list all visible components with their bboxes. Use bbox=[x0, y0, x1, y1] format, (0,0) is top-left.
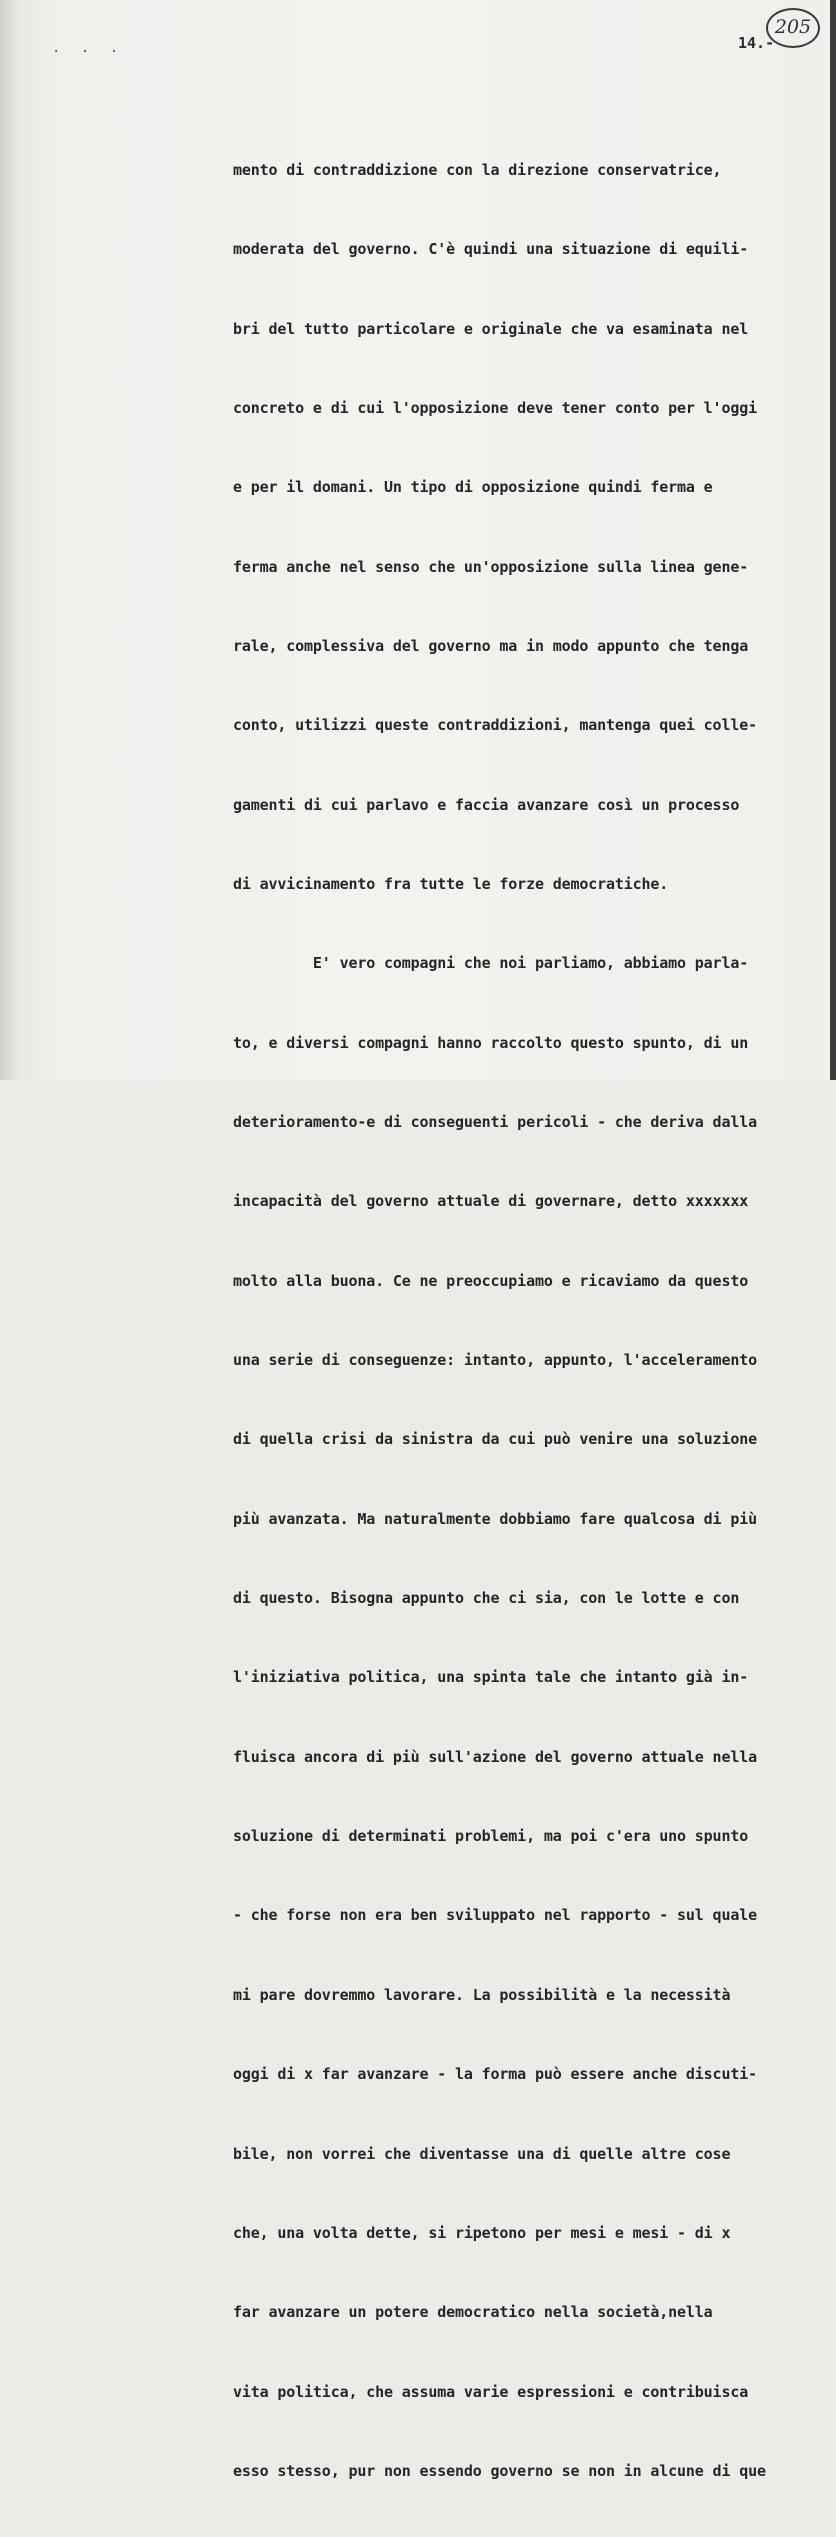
text-line: - che forse non era ben sviluppato nel rapporto - sul quale bbox=[233, 1906, 757, 1925]
archive-stamp bbox=[766, 8, 820, 48]
typewritten-body bbox=[233, 104, 829, 2537]
text-line: fluisca ancora di più sull'azione del governo attuale nella bbox=[233, 1747, 757, 1766]
text-line: l'iniziativa politica, una spinta tale che intanto già in- bbox=[233, 1668, 749, 1687]
text-line: mi pare dovremmo lavorare. La possibilità e la necessità bbox=[233, 1985, 731, 2004]
text-line: esso stesso, pur non essendo governo se non in alcune di que bbox=[233, 2461, 766, 2480]
text-line: far avanzare un potere democratico nella società,nella bbox=[233, 2303, 713, 2322]
text-line: di avvicinamento fra tutte le forze democratiche. bbox=[233, 875, 669, 893]
scan-edge bbox=[830, 0, 836, 1080]
text-line: deterioramento-e di conseguenti pericoli - che deriva dalla bbox=[233, 1113, 757, 1132]
text-line: oggi di x far avanzare - la forma può essere anche discuti- bbox=[233, 2065, 757, 2084]
text-line: rale, complessiva del governo ma in modo appunto che tenga bbox=[233, 636, 749, 655]
text-line: e per il domani. Un tipo di opposizione quindi ferma e bbox=[233, 478, 713, 497]
text-line: ferma anche nel senso che un'opposizione sulla linea gene- bbox=[233, 557, 749, 576]
text-line: vita politica, che assuma varie espressioni e contribuisca bbox=[233, 2382, 749, 2401]
text-line: E' vero compagni che noi parliamo, abbiamo parla- bbox=[233, 954, 749, 973]
text-line: di questo. Bisogna appunto che ci sia, con le lotte e con bbox=[233, 1589, 740, 1608]
page-number: 14.- bbox=[738, 34, 775, 52]
text-line: che, una volta dette, si ripetono per mesi e mesi - di x bbox=[233, 2223, 731, 2242]
text-line: concreto e di cui l'opposizione deve tener conto per l'oggi bbox=[233, 398, 757, 417]
text-line: di quella crisi da sinistra da cui può venire una soluzione bbox=[233, 1430, 757, 1449]
text-line: moderata del governo. C'è quindi una situazione di equili- bbox=[233, 240, 749, 259]
text-line: molto alla buona. Ce ne preoccupiamo e ricaviamo da questo bbox=[233, 1271, 749, 1290]
text-line: gamenti di cui parlavo e faccia avanzare così un processo bbox=[233, 795, 740, 814]
text-line: bri del tutto particolare e originale che va esaminata nel bbox=[233, 319, 749, 338]
text-line: più avanzata. Ma naturalmente dobbiamo fare qualcosa di più bbox=[233, 1509, 757, 1528]
text-line: una serie di conseguenze: intanto, appunto, l'acceleramento bbox=[233, 1351, 757, 1370]
text-line: soluzione di determinati problemi, ma poi c'era uno spunto bbox=[233, 1827, 749, 1846]
margin-marks: · · · bbox=[52, 44, 125, 60]
text-line: mento di contraddizione con la direzione conservatrice, bbox=[233, 160, 722, 179]
archive-number: 205 bbox=[774, 16, 812, 38]
text-line: to, e diversi compagni hanno raccolto questo spunto, di un bbox=[233, 1033, 749, 1052]
text-line: conto, utilizzi queste contraddizioni, mantenga quei colle- bbox=[233, 716, 757, 735]
scan-shadow bbox=[0, 0, 18, 1080]
text-line: bile, non vorrei che diventasse una di quelle altre cose bbox=[233, 2144, 731, 2163]
text-line: incapacità del governo attuale di governare, detto xxxxxxx bbox=[233, 1192, 749, 1211]
